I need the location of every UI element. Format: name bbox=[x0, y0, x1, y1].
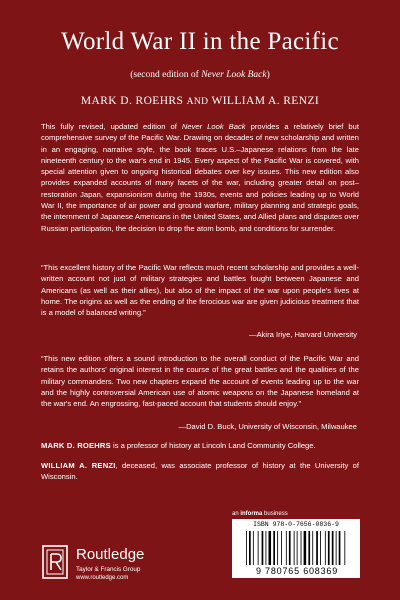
bio-text-1: is a professor of history at Lincoln Land Community College. bbox=[110, 441, 316, 450]
description-book-title: Never Look Back bbox=[181, 122, 246, 131]
publisher-url: www.routledge.com bbox=[76, 575, 129, 581]
barcode-bar bbox=[294, 531, 295, 565]
edition-suffix: ) bbox=[266, 70, 270, 80]
barcode-bar bbox=[297, 531, 298, 565]
review-attribution-2: —David D. Buck, University of Wisconsin, Milwaukee bbox=[178, 422, 357, 431]
barcode-bar bbox=[258, 531, 259, 565]
isbn-label: ISBN 978-0-7656-0836-9 bbox=[253, 521, 339, 528]
barcode-bar bbox=[312, 531, 313, 565]
description-paragraph bbox=[41, 121, 359, 234]
review-quote-1: “This excellent history of the Pacific War reflects much recent scholarship and provides a well-written account not just of military strategies and battles fought between Japanese and Americans (as well as their allies), but also of the impact of the war upon people's lives at home. The origins as well as the ending of the ferocious war are given judicious treatment that is a model of balanced writing.” bbox=[41, 263, 359, 318]
barcode-bar bbox=[281, 531, 282, 565]
bio-name-2: WILLIAM A. RENZI bbox=[41, 461, 116, 470]
barcode-bar bbox=[277, 531, 278, 565]
routledge-logo-icon bbox=[41, 544, 69, 580]
barcode-bar bbox=[339, 531, 341, 565]
edition-prefix: (second edition of bbox=[130, 70, 202, 80]
informa-tagline: an informa business bbox=[232, 511, 288, 517]
barcode-bar bbox=[253, 531, 254, 565]
edition-note bbox=[0, 70, 400, 80]
bio-text-2: , deceased, was associate professor of history at the University of Wisconsin. bbox=[41, 461, 359, 482]
authors-line bbox=[0, 95, 400, 107]
barcode-bar bbox=[249, 531, 251, 565]
review-attribution-1: —Akira Iriye, Harvard University bbox=[248, 330, 357, 339]
barcode-box bbox=[232, 519, 360, 578]
barcode-bar bbox=[286, 531, 287, 565]
barcode-bar bbox=[320, 531, 321, 565]
barcode-digits: 9 780765 608369 bbox=[255, 566, 339, 576]
barcode-bar bbox=[332, 531, 334, 565]
barcode-bar bbox=[246, 531, 247, 565]
author-1: MARK D. ROEHRS bbox=[80, 95, 184, 107]
barcode-bar bbox=[304, 531, 307, 565]
author-2: WILLIAM A. RENZI bbox=[211, 95, 320, 107]
edition-book-title: Never Look Back bbox=[201, 70, 267, 80]
barcode-bar bbox=[344, 531, 345, 565]
author-bio-2 bbox=[41, 460, 359, 483]
bio-name-1: MARK D. ROEHRS bbox=[41, 441, 111, 450]
description-lead: This fully revised, updated edition of bbox=[41, 122, 182, 131]
barcode-bar bbox=[273, 531, 275, 565]
barcode-bar bbox=[336, 531, 337, 565]
barcode-bar bbox=[316, 531, 318, 565]
barcode-bar bbox=[301, 531, 302, 565]
barcode-bar bbox=[262, 531, 264, 565]
barcode-bar bbox=[289, 531, 291, 565]
publisher-name: Routledge bbox=[76, 546, 145, 563]
authors-and: AND bbox=[186, 97, 209, 107]
review-quote-2: “This new edition offers a sound introduction to the overall conduct of the Pacific War and retains the authors' original interest in the course of the great battles and the qualities of the military commanders. Two new chapters expand the account of events leading up to the war and the highly controversial American use of atomic weapons on the Japanese homeland at the war's end. An engrossing, fast-paced account that students should enjoy.” bbox=[41, 354, 359, 409]
book-title: World War II in the Pacific bbox=[61, 28, 339, 55]
barcode-bar bbox=[269, 531, 272, 565]
barcode-bar bbox=[308, 531, 310, 565]
description-rest: provides a relatively brief but comprehensive survey of the Pacific War. Drawing on decades of new scholarship and written in an engaging, narrative style, the book traces U.S.–Japanese relations from the late nineteenth century to the war's end in 1945. Every aspect of the Pacific War is covered, with special attention given to ongoing historical debates over key issues. This new edition also provides expanded accounts of many facets of the war, including greater detail on post–restoration Japan, expansionism during the 1930s, events and policies leading up to World War II, the importance of air power and ground warfare, military planning and strategic goals, the internment of Japanese Americans in the United States, and Allied plans and disputes over Russian participation, the decision to drop the atom bomb, and conditions for surrender. bbox=[41, 122, 359, 233]
author-bio-1 bbox=[41, 440, 359, 451]
barcode-bar bbox=[325, 531, 326, 565]
barcode-icon bbox=[246, 531, 346, 565]
barcode-bar bbox=[266, 531, 267, 565]
publisher-group: Taylor & Francis Group bbox=[76, 566, 141, 573]
barcode-bar bbox=[328, 531, 330, 565]
